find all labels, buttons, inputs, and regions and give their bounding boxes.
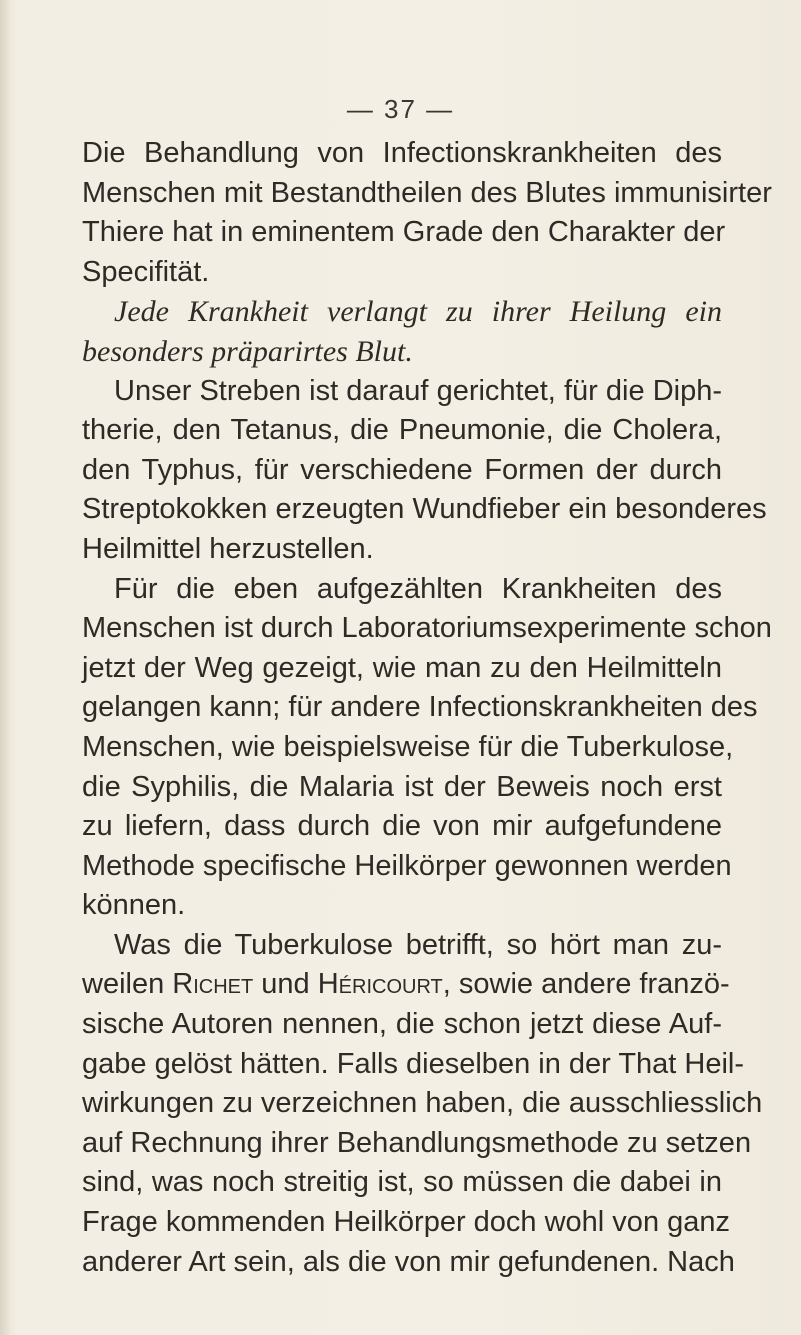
text-line: gelangen kann; für andere Infectionskrankheiten des xyxy=(82,691,758,724)
italic-thesis-line: besonders präparirtes Blut. xyxy=(82,334,413,368)
page-number: — 37 — xyxy=(346,94,455,124)
text-line: sische Autoren nennen, die schon jetzt diese Auf- xyxy=(82,1008,722,1041)
text-line: Heilmittel herzustellen. xyxy=(82,532,374,565)
text-line-with-names xyxy=(82,965,730,1005)
text-line: Thiere hat in eminentem Grade den Charakter der xyxy=(82,216,726,249)
text-line: den Typhus, für verschiedene Formen der durch xyxy=(82,453,722,486)
text-line: Frage kommenden Heilkörper doch wohl von ganz xyxy=(82,1206,731,1239)
text-fragment: weilen xyxy=(82,968,173,1001)
text-line: Was die Tuberkulose betrifft, so hört man zu- xyxy=(114,928,722,961)
text-line: Methode specifische Heilkörper gewonnen werden xyxy=(82,849,732,882)
text-line: Für die eben aufgezählten Krankheiten des xyxy=(114,572,722,605)
text-line: Unser Streben ist darauf gerichtet, für die Diph- xyxy=(114,374,722,407)
author-name-richet: Richet xyxy=(172,968,254,1001)
text-line: Menschen, wie beispielsweise für die Tuberkulose, xyxy=(82,730,734,763)
text-line: zu liefern, dass durch die von mir aufgefundene xyxy=(82,810,722,843)
text-line: anderer Art sein, als die von mir gefundenen. Nach xyxy=(82,1245,735,1278)
body-text xyxy=(82,134,772,1282)
author-name-hericourt: Héricourt xyxy=(317,968,443,1001)
text-line: sind, was noch streitig ist, so müssen die dabei in xyxy=(82,1166,722,1199)
text-line: Menschen ist durch Laboratoriumsexperimente schon xyxy=(82,612,772,645)
text-line: Menschen mit Bestandtheilen des Blutes immunisirter xyxy=(82,176,772,209)
text-line: Die Behandlung von Infectionskrankheiten des xyxy=(82,137,722,169)
text-line: die Syphilis, die Malaria ist der Beweis noch erst xyxy=(82,770,722,803)
text-line: gabe gelöst hätten. Falls dieselben in der That Heil- xyxy=(82,1047,745,1080)
text-line: therie, den Tetanus, die Pneumonie, die Cholera, xyxy=(82,414,722,447)
text-line: auf Rechnung ihrer Behandlungsmethode zu setzen xyxy=(82,1126,752,1159)
text-line: jetzt der Weg gezeigt, wie man zu den Heilmitteln xyxy=(82,651,722,684)
text-line: Streptokokken erzeugten Wundfieber ein besonderes xyxy=(82,493,767,526)
text-line: können. xyxy=(82,889,186,922)
page-gutter-edge xyxy=(0,0,10,1335)
text-line: wirkungen zu verzeichnen haben, die ausschliesslich xyxy=(82,1087,763,1120)
text-fragment: und xyxy=(253,968,318,1001)
italic-thesis-line: Jede Krankheit verlangt zu ihrer Heilung ein xyxy=(114,295,722,329)
text-line: Specifität. xyxy=(82,255,210,288)
text-fragment: , sowie andere franzö- xyxy=(442,968,730,1001)
